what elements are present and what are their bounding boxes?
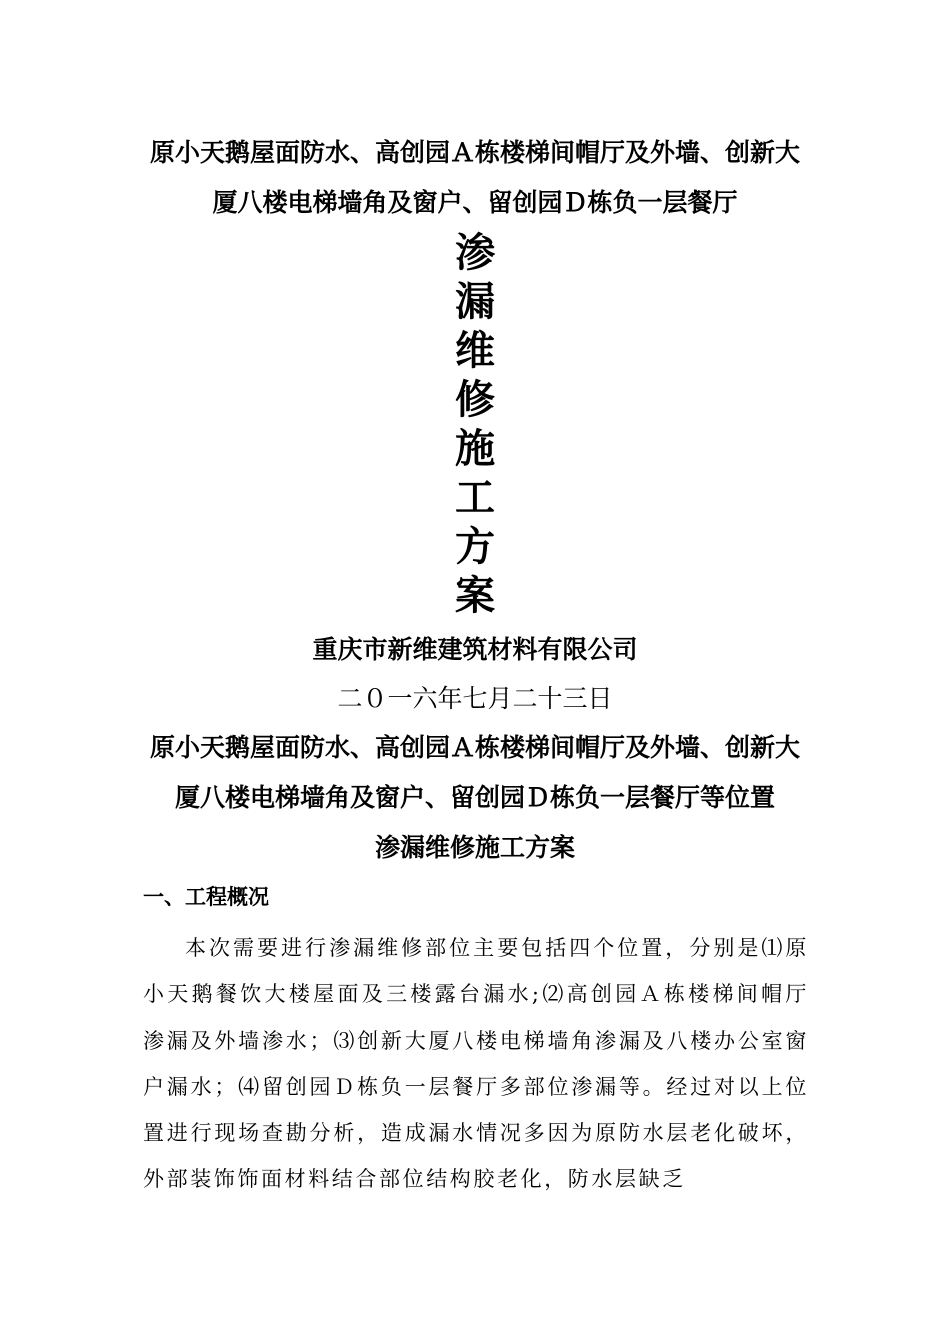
cover-title-line-1: 原小天鹅屋面防水、高创园Ａ栋楼梯间帽厅及外墙、创新大 <box>149 138 800 167</box>
vertical-title-char: 方 <box>455 523 495 570</box>
vertical-title-char: 漏 <box>455 278 495 325</box>
document-title-line-1: 原小天鹅屋面防水、高创园Ａ栋楼梯间帽厅及外墙、创新大 <box>149 733 800 762</box>
cover-title-line-2: 厦八楼电梯墙角及窗户、留创园Ｄ栋负一层餐厅 <box>212 188 738 217</box>
vertical-title-char: 工 <box>455 474 495 521</box>
document-title-line-3: 渗漏维修施工方案 <box>374 833 575 862</box>
vertical-title-char: 施 <box>455 425 495 472</box>
vertical-title-char: 修 <box>455 376 495 423</box>
cover-vertical-title <box>440 228 510 620</box>
vertical-title-char: 维 <box>455 327 495 374</box>
company-name: 重庆市新维建筑材料有限公司 <box>312 635 638 664</box>
cover-date: 二０一六年七月二十三日 <box>337 684 613 713</box>
vertical-title-char: 案 <box>455 572 495 619</box>
vertical-title-char: 渗 <box>455 229 495 276</box>
document-title-line-2: 厦八楼电梯墙角及窗户、留创园Ｄ栋负一层餐厅等位置 <box>174 783 775 812</box>
section-paragraph: 本次需要进行渗漏维修部位主要包括四个位置，分别是⑴原小天鹅餐饮大楼屋面及三楼露台漏水;⑵高创园Ａ栋楼梯间帽厅渗漏及外墙渗水；⑶创新大厦八楼电梯墙角渗漏及八楼办公室窗户漏水；⑷留创园Ｄ栋负一层餐厅多部位渗漏等。经过对以上位置进行现场查勘分析，造成漏水情况多因为原防水层老化破坏，外部装饰饰面材料结合部位结构胶老化，防水层缺乏 <box>143 936 809 1192</box>
section-heading: 一、工程概况 <box>143 884 269 909</box>
